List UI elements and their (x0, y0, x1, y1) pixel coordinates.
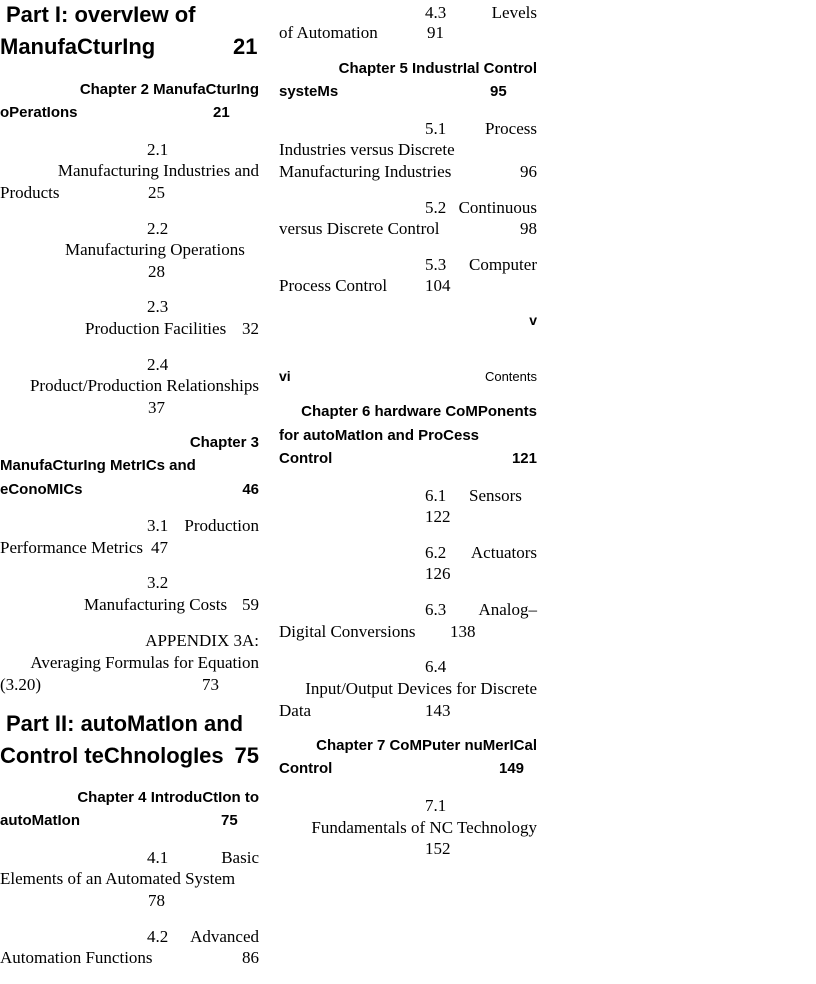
s3-1-number: 3.1 (147, 516, 169, 535)
s4-2-title-line2[interactable]: Automation Functions (0, 948, 153, 967)
ch3-title-line3[interactable]: eConoMICs (0, 481, 83, 498)
ch7-title-line2[interactable]: Control (279, 760, 333, 777)
s6-3-title-line2[interactable]: Digital Conversions (279, 622, 416, 641)
s5-3-number: 5.3 (425, 255, 447, 274)
ch5-title-line1[interactable]: Chapter 5 IndustrIal Control (338, 60, 537, 77)
s6-1-page[interactable]: 122 (425, 507, 451, 526)
s2-1-title-line1[interactable]: Manufacturing Industries and (57, 161, 259, 180)
s5-2-page[interactable]: 98 (520, 219, 537, 238)
s6-2-number: 6.2 (425, 543, 447, 562)
s4-3-title-start[interactable]: Levels (491, 3, 537, 22)
s4-3-page[interactable]: 91 (427, 23, 444, 42)
s6-4-title-line2[interactable]: Data (279, 701, 312, 720)
s6-2-title[interactable]: Actuators (470, 543, 537, 562)
s6-1-title[interactable]: Sensors (469, 486, 522, 505)
s5-1-number: 5.1 (425, 119, 447, 138)
s2-3-number: 2.3 (147, 297, 169, 316)
ch4-title-line1[interactable]: Chapter 4 IntroduCtIon to (77, 789, 259, 806)
s7-1-title[interactable]: Fundamentals of NC Technology (311, 818, 537, 837)
s5-2-number: 5.2 (425, 198, 447, 217)
s4-1-number: 4.1 (147, 848, 169, 867)
s2-2-title[interactable]: Manufacturing Operations (65, 240, 245, 259)
s3-1-page[interactable]: 47 (151, 538, 168, 557)
ch4-page[interactable]: 75 (221, 812, 238, 829)
ch7-title-line1[interactable]: Chapter 7 CoMPuter nuMerICal (316, 737, 537, 754)
s2-1-page[interactable]: 25 (148, 183, 165, 202)
app3a-title-line1[interactable]: APPENDIX 3A: (145, 631, 259, 650)
s4-1-page[interactable]: 78 (148, 891, 165, 910)
ch6-page[interactable]: 121 (511, 450, 537, 467)
s2-1-number: 2.1 (147, 140, 169, 159)
s4-1-title-start[interactable]: Basic (221, 848, 259, 867)
app3a-title-line3[interactable]: (3.20) (0, 675, 42, 694)
s5-2-title-start[interactable]: Continuous (458, 198, 537, 217)
s2-4-number: 2.4 (147, 355, 169, 374)
running-head: Contents (484, 369, 537, 384)
ch6-title-line3[interactable]: Control (279, 450, 333, 467)
s6-2-page[interactable]: 126 (425, 564, 451, 583)
ch6-title-line2[interactable]: for autoMatIon and ProCess (279, 427, 480, 444)
s6-3-title-start[interactable]: Analog– (478, 600, 537, 619)
ch7-page[interactable]: 149 (499, 760, 525, 777)
ch6-title-line1[interactable]: Chapter 6 hardware CoMPonents (301, 403, 537, 420)
s5-1-title-line3[interactable]: Manufacturing Industries (279, 162, 452, 181)
s6-4-number: 6.4 (425, 657, 447, 676)
s4-1-title-line2[interactable]: Elements of an Automated System (0, 869, 236, 888)
ch3-title-line1[interactable]: Chapter 3 (189, 434, 259, 451)
s2-3-title[interactable]: Production Facilities (85, 319, 227, 338)
s5-1-title-start[interactable]: Process (485, 119, 537, 138)
s4-3-number: 4.3 (425, 3, 447, 22)
s6-1-number: 6.1 (425, 486, 447, 505)
ch2-page[interactable]: 21 (213, 104, 230, 121)
s3-1-title-line2[interactable]: Performance Metrics (0, 538, 144, 557)
s3-2-number: 3.2 (147, 573, 169, 592)
s7-1-page[interactable]: 152 (425, 839, 451, 858)
s3-2-title[interactable]: Manufacturing Costs (84, 595, 228, 614)
s5-1-page[interactable]: 96 (520, 162, 537, 181)
s2-1-title-line2[interactable]: Products (0, 183, 60, 202)
page-folio-vi: vi (279, 368, 291, 384)
s2-2-page[interactable]: 28 (148, 262, 165, 281)
ch5-title-line2[interactable]: systeMs (279, 83, 339, 100)
app3a-page[interactable]: 73 (202, 675, 219, 694)
s3-1-title-start[interactable]: Production (184, 516, 259, 535)
s5-3-title-start[interactable]: Computer (469, 255, 537, 274)
part1-title-line1[interactable]: Part I: overvIew of (6, 2, 196, 27)
s5-2-title-line2[interactable]: versus Discrete Control (279, 219, 440, 238)
s5-3-title-line2[interactable]: Process Control (279, 276, 388, 295)
s2-4-page[interactable]: 37 (148, 398, 165, 417)
s4-2-title-start[interactable]: Advanced (190, 927, 259, 946)
ch3-title-line2[interactable]: ManufaCturIng MetrICs and (0, 457, 196, 474)
s6-4-page[interactable]: 143 (425, 701, 451, 720)
ch4-title-line2[interactable]: autoMatIon (0, 812, 80, 829)
page-folio-v: v (529, 312, 537, 328)
part1-title-line2[interactable]: ManufaCturIng (0, 34, 156, 59)
s4-2-page[interactable]: 86 (242, 948, 259, 967)
app3a-title-line2[interactable]: Averaging Formulas for Equation (30, 653, 259, 672)
s6-3-page[interactable]: 138 (450, 622, 476, 641)
part2-page[interactable]: 75 (234, 743, 259, 768)
ch5-page[interactable]: 95 (490, 83, 507, 100)
s7-1-number: 7.1 (425, 796, 447, 815)
s2-3-page[interactable]: 32 (242, 319, 259, 338)
s4-3-title-line2[interactable]: of Automation (279, 23, 378, 42)
s6-3-number: 6.3 (425, 600, 447, 619)
part2-title-line2[interactable]: Control teChnologIes (0, 743, 224, 768)
s5-3-page[interactable]: 104 (425, 276, 451, 295)
s3-2-page[interactable]: 59 (242, 595, 259, 614)
ch2-title-line2[interactable]: oPeratIons (0, 104, 78, 121)
part2-title-line1[interactable]: Part II: autoMatIon and (6, 711, 244, 736)
ch2-title-line1[interactable]: Chapter 2 ManufaCturIng (79, 81, 259, 98)
s2-4-title[interactable]: Product/Production Relationships (29, 376, 259, 395)
s4-2-number: 4.2 (147, 927, 169, 946)
ch3-page[interactable]: 46 (242, 481, 259, 498)
part1-page[interactable]: 21 (233, 34, 258, 59)
s6-4-title-line1[interactable]: Input/Output Devices for Discrete (305, 679, 537, 698)
s2-2-number: 2.2 (147, 219, 169, 238)
s5-1-title-line2[interactable]: Industries versus Discrete (279, 140, 455, 159)
